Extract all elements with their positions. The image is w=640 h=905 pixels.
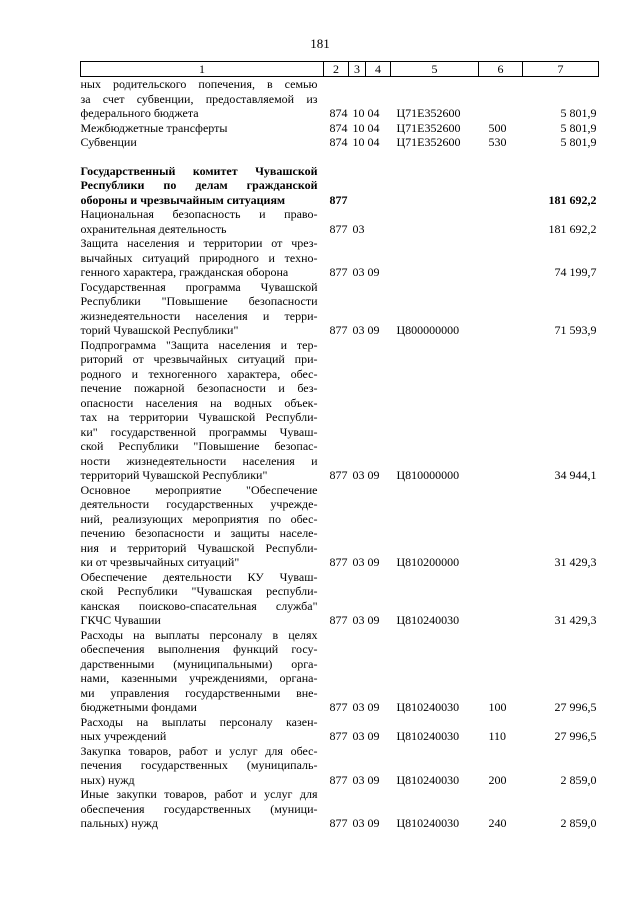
description-line: ми управления государственными вне- bbox=[80, 685, 318, 700]
column-header: 5 bbox=[391, 62, 479, 77]
column-header: 6 bbox=[479, 62, 523, 77]
section-code: 03 bbox=[352, 700, 365, 714]
description-line: ГКЧС Чувашии bbox=[80, 613, 161, 627]
table-row bbox=[81, 121, 599, 136]
subsection-code: 09 bbox=[367, 323, 380, 337]
target-article-code: Ц810240030 bbox=[396, 613, 460, 627]
description-line: ки" государственной программы Чуваш- bbox=[80, 424, 318, 439]
description-line: тах на территории Чувашской Республи- bbox=[80, 410, 318, 424]
expense-type-code: 110 bbox=[488, 729, 507, 743]
description-line: бюджетными фондами bbox=[80, 700, 197, 714]
amount: 2 859,0 bbox=[560, 772, 597, 787]
description-line: Республики "Повышение безопасности bbox=[80, 294, 318, 308]
column-header: 7 bbox=[523, 62, 599, 77]
description-line: печению безопасности и защиты населе- bbox=[80, 526, 318, 540]
subsection-code: 09 bbox=[367, 729, 380, 743]
description-line: охранительная деятельность bbox=[80, 221, 227, 236]
column-header: 1 bbox=[81, 62, 324, 77]
budget-table bbox=[80, 61, 599, 831]
description-line: Республики по делам гражданской bbox=[80, 178, 318, 192]
ministry-code: 874 bbox=[329, 106, 348, 120]
expense-type-code: 100 bbox=[488, 700, 507, 714]
description-line: вычайных ситуаций природного и техно- bbox=[80, 250, 318, 265]
section-code: 10 bbox=[352, 120, 365, 135]
amount: 31 429,3 bbox=[554, 555, 597, 569]
description-line: генного характера, гражданская оборона bbox=[80, 265, 289, 279]
description-line: Подпрограмма "Защита населения и тер- bbox=[80, 337, 318, 352]
ministry-code: 877 bbox=[329, 468, 348, 482]
ministry-code: 877 bbox=[329, 816, 348, 830]
spacer-cell bbox=[81, 150, 599, 164]
column-header: 4 bbox=[366, 62, 391, 77]
expense-type-code bbox=[479, 570, 523, 628]
description-line: Межбюджетные трансферты bbox=[80, 120, 228, 135]
subsection-code: 04 bbox=[367, 135, 380, 149]
description-line: Национальная безопасность и право- bbox=[80, 207, 318, 221]
amount: 27 996,5 bbox=[554, 729, 597, 743]
expense-type-code bbox=[479, 207, 523, 236]
spacer-row bbox=[81, 150, 599, 164]
row-description bbox=[81, 77, 324, 121]
section-code: 03 bbox=[352, 816, 365, 830]
row-description bbox=[81, 121, 324, 136]
subsection-code bbox=[366, 207, 391, 236]
expense-type-code: 500 bbox=[488, 120, 507, 135]
ministry-code: 877 bbox=[329, 700, 348, 714]
expense-type-code bbox=[479, 236, 523, 280]
table-row bbox=[81, 77, 599, 121]
section-code: 03 bbox=[352, 555, 365, 569]
row-description bbox=[81, 715, 324, 744]
ministry-code: 877 bbox=[329, 265, 348, 279]
amount: 5 801,9 bbox=[560, 120, 597, 135]
subsection-code bbox=[366, 164, 391, 208]
table-row bbox=[81, 744, 599, 788]
row-description bbox=[81, 628, 324, 715]
target-article-code: Ц810000000 bbox=[396, 468, 460, 482]
description-line: территорий Чувашской Республики" bbox=[80, 468, 268, 482]
amount: 5 801,9 bbox=[560, 135, 597, 149]
description-line: ния и территорий Чувашской Республи- bbox=[80, 540, 318, 555]
description-line: Закупка товаров, работ и услуг для обес- bbox=[80, 743, 318, 758]
table-row bbox=[81, 715, 599, 744]
table-row bbox=[81, 483, 599, 570]
section-code: 10 bbox=[352, 135, 365, 149]
target-article-code bbox=[391, 236, 479, 280]
expense-type-code bbox=[479, 280, 523, 338]
description-line: торий Чувашской Республики" bbox=[80, 323, 239, 337]
description-line: печения государственных (муниципаль- bbox=[80, 758, 318, 772]
description-line: Государственный комитет Чувашской bbox=[80, 163, 318, 178]
section-code bbox=[349, 164, 366, 208]
ministry-code: 874 bbox=[329, 120, 348, 135]
description-line: риторий от чрезвычайных ситуаций при- bbox=[80, 352, 318, 366]
row-description bbox=[81, 164, 324, 208]
table-row bbox=[81, 570, 599, 628]
description-line: Расходы на выплаты персоналу в целях bbox=[80, 627, 318, 642]
ministry-code: 874 bbox=[329, 135, 348, 149]
ministry-code: 877 bbox=[329, 772, 348, 787]
row-description bbox=[81, 570, 324, 628]
subsection-code: 09 bbox=[367, 613, 380, 627]
description-line: жизнедеятельности населения и терри- bbox=[80, 308, 318, 323]
table-row bbox=[81, 338, 599, 483]
table-row bbox=[81, 628, 599, 715]
target-article-code: Ц71Е352600 bbox=[396, 135, 461, 149]
target-article-code: Ц810240030 bbox=[396, 700, 460, 714]
section-code: 03 bbox=[352, 772, 365, 787]
description-line: обеспечения выполнения функций госу- bbox=[80, 642, 318, 656]
expense-type-code bbox=[479, 164, 523, 208]
description-line: Иные закупки товаров, работ и услуг для bbox=[80, 787, 318, 801]
amount: 34 944,1 bbox=[554, 468, 597, 482]
row-description bbox=[81, 483, 324, 570]
ministry-code: 877 bbox=[329, 192, 348, 207]
expense-type-code: 240 bbox=[488, 816, 507, 830]
amount: 181 692,2 bbox=[548, 221, 597, 236]
target-article-code: Ц810200000 bbox=[396, 555, 460, 569]
description-line: опасности населения на водных объек- bbox=[80, 395, 318, 410]
ministry-code: 877 bbox=[329, 729, 348, 743]
subsection-code: 09 bbox=[367, 468, 380, 482]
section-code: 03 bbox=[352, 468, 365, 482]
description-line: Основное мероприятие "Обеспечение bbox=[80, 482, 318, 497]
target-article-code: Ц71Е352600 bbox=[396, 120, 461, 135]
description-line: обеспечения государственных (муници- bbox=[80, 801, 318, 816]
amount: 5 801,9 bbox=[560, 106, 597, 120]
description-line: ных учреждений bbox=[80, 729, 167, 743]
description-line: печение пожарной безопасности и без- bbox=[80, 381, 318, 395]
row-description bbox=[81, 787, 324, 831]
description-line: ки от чрезвычайных ситуаций" bbox=[80, 555, 240, 569]
table-header-row bbox=[81, 62, 599, 77]
expense-type-code: 200 bbox=[488, 772, 507, 787]
expense-type-code bbox=[479, 483, 523, 570]
target-article-code: Ц810240030 bbox=[396, 816, 460, 830]
table-row bbox=[81, 164, 599, 208]
ministry-code: 877 bbox=[329, 221, 348, 236]
target-article-code bbox=[391, 207, 479, 236]
column-header: 3 bbox=[349, 62, 366, 77]
description-line: федерального бюджета bbox=[80, 106, 199, 120]
table-row bbox=[81, 135, 599, 150]
description-line: деятельности государственных учрежде- bbox=[80, 497, 318, 511]
description-line: ской Республики "Чувашская республи- bbox=[80, 584, 318, 598]
subsection-code: 09 bbox=[367, 700, 380, 714]
row-description bbox=[81, 280, 324, 338]
row-description bbox=[81, 236, 324, 280]
description-line: ности жизнедеятельности населения и bbox=[80, 453, 318, 468]
section-code: 03 bbox=[352, 613, 365, 627]
amount: 31 429,3 bbox=[554, 613, 597, 627]
description-line: пальных) нужд bbox=[80, 816, 158, 830]
page-number: 181 bbox=[310, 36, 330, 51]
row-description bbox=[81, 744, 324, 788]
description-line: ний, реализующих мероприятия по обес- bbox=[80, 511, 318, 526]
ministry-code: 877 bbox=[329, 613, 348, 627]
target-article-code: Ц810240030 bbox=[396, 772, 460, 787]
description-line: Субвенции bbox=[80, 135, 137, 149]
section-code: 10 bbox=[352, 106, 365, 120]
row-description bbox=[81, 207, 324, 236]
expense-type-code bbox=[479, 338, 523, 483]
description-line: Государственная программа Чувашской bbox=[80, 279, 318, 294]
subsection-code: 04 bbox=[367, 106, 380, 120]
column-header: 2 bbox=[324, 62, 349, 77]
subsection-code: 09 bbox=[367, 816, 380, 830]
subsection-code: 04 bbox=[367, 120, 380, 135]
amount: 71 593,9 bbox=[554, 323, 597, 337]
subsection-code: 09 bbox=[367, 772, 380, 787]
target-article-code: Ц800000000 bbox=[396, 323, 460, 337]
description-line: обороны и чрезвычайным ситуациям bbox=[80, 192, 286, 207]
table-row bbox=[81, 280, 599, 338]
section-code: 03 bbox=[352, 323, 365, 337]
description-line: Защита населения и территории от чрез- bbox=[80, 236, 318, 250]
description-line: за счет субвенции, предоставляемой из bbox=[80, 91, 318, 106]
target-article-code: Ц810240030 bbox=[396, 729, 460, 743]
amount: 27 996,5 bbox=[554, 700, 597, 714]
row-description bbox=[81, 338, 324, 483]
row-description bbox=[81, 135, 324, 150]
amount: 181 692,2 bbox=[548, 192, 597, 207]
table-row bbox=[81, 787, 599, 831]
subsection-code: 09 bbox=[367, 265, 380, 279]
description-line: нами, казенными учреждениями, органа- bbox=[80, 671, 318, 685]
description-line: ных) нужд bbox=[80, 772, 135, 787]
amount: 74 199,7 bbox=[554, 265, 597, 279]
expense-type-code bbox=[479, 77, 523, 121]
section-code: 03 bbox=[352, 729, 365, 743]
section-code: 03 bbox=[352, 265, 365, 279]
expense-type-code: 530 bbox=[488, 135, 507, 149]
description-line: ской Республики "Повышение безопас- bbox=[80, 439, 318, 453]
description-line: дарственными (муниципальными) орга- bbox=[80, 656, 318, 671]
description-line: канская поисково-спасательная служба" bbox=[80, 598, 318, 613]
section-code: 03 bbox=[352, 221, 365, 236]
subsection-code: 09 bbox=[367, 555, 380, 569]
description-line: ных родительского попечения, в семью bbox=[80, 77, 318, 91]
target-article-code: Ц71Е352600 bbox=[396, 106, 461, 120]
amount: 2 859,0 bbox=[560, 816, 597, 830]
description-line: родного и техногенного характера, обес- bbox=[80, 366, 318, 381]
description-line: Расходы на выплаты персоналу казен- bbox=[80, 714, 318, 729]
ministry-code: 877 bbox=[329, 555, 348, 569]
table-row bbox=[81, 207, 599, 236]
description-line: Обеспечение деятельности КУ Чуваш- bbox=[80, 569, 318, 584]
target-article-code bbox=[391, 164, 479, 208]
ministry-code: 877 bbox=[329, 323, 348, 337]
table-row bbox=[81, 236, 599, 280]
